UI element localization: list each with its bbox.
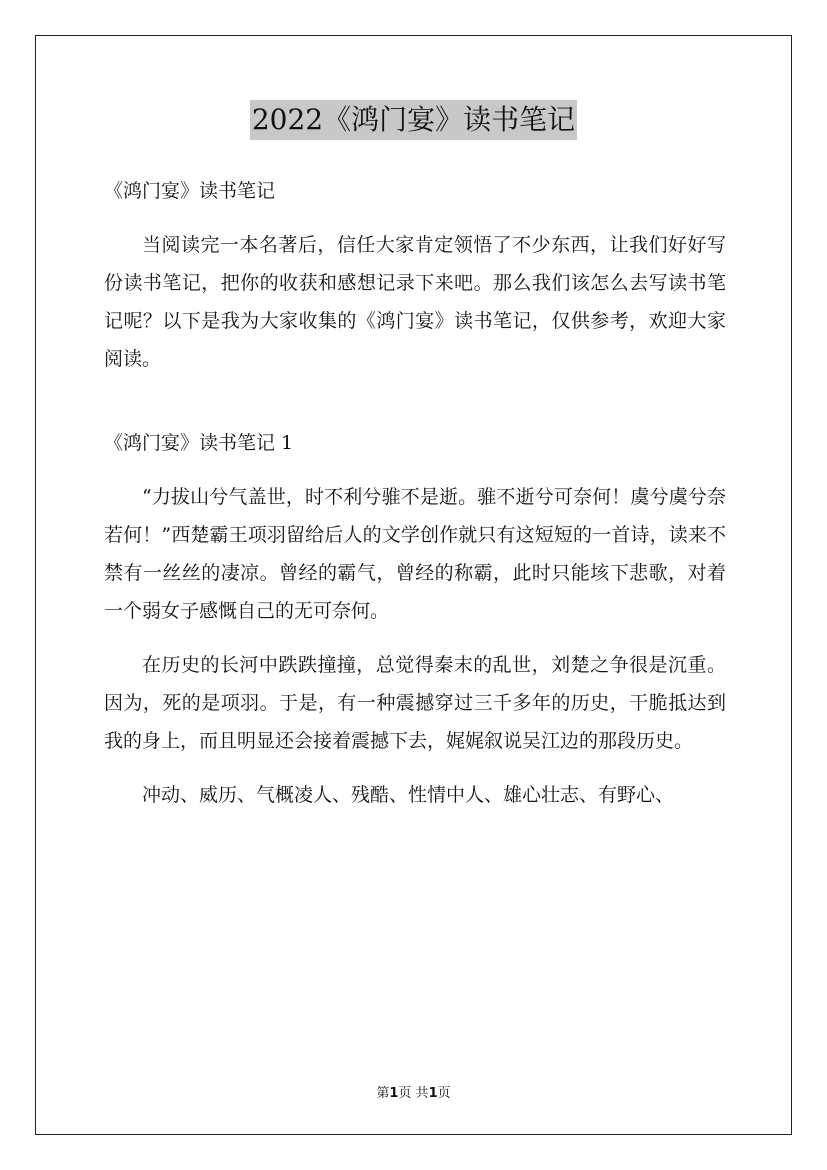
- section-heading: 《鸿门宴》读书笔记 1: [104, 432, 294, 454]
- document-body: [104, 172, 726, 814]
- page-mid: 页 共: [398, 1086, 429, 1101]
- page-suffix: 页: [437, 1086, 451, 1101]
- page-prefix: 第: [376, 1086, 390, 1101]
- intro-paragraph: 当阅读完一本名著后，信任大家肯定领悟了不少东西，让我们好好写份读书笔记，把你的收获和感想记录下来吧。那么我们该怎么去写读书笔记呢？以下是我为大家收集的《鸿门宴》读书笔记，仅供参考，欢迎大家阅读。: [104, 234, 726, 370]
- title-container: [0, 100, 827, 140]
- body-paragraph: 在历史的长河中跌跌撞撞，总觉得秦末的乱世，刘楚之争很是沉重。因为，死的是项羽。于是，有一种震撼穿过三千多年的历史，干脆抵达到我的身上，而且明显还会接着震撼下去，娓娓叙说吴江边的那段历史。: [104, 654, 726, 752]
- body-paragraph: 冲动、威历、气概凌人、残酷、性情中人、雄心壮志、有野心、: [142, 784, 675, 806]
- page-current: 1: [389, 1086, 399, 1101]
- document-title: 2022《鸿门宴》读书笔记: [250, 100, 577, 140]
- body-paragraph: “力拔山兮气盖世，时不利兮骓不是逝。骓不逝兮可奈何！虞兮虞兮奈若何！”西楚霸王项羽留给后人的文学创作就只有这短短的一首诗，读来不禁有一丝丝的凄凉。曾经的霸气，曾经的称霸，此时只能垓下悲歌，对着一个弱女子感慨自己的无可奈何。: [104, 486, 726, 622]
- page-footer: [0, 1082, 827, 1101]
- intro-heading: 《鸿门宴》读书笔记: [104, 180, 276, 202]
- section-spacer: [104, 378, 726, 424]
- page-total: 1: [428, 1086, 438, 1101]
